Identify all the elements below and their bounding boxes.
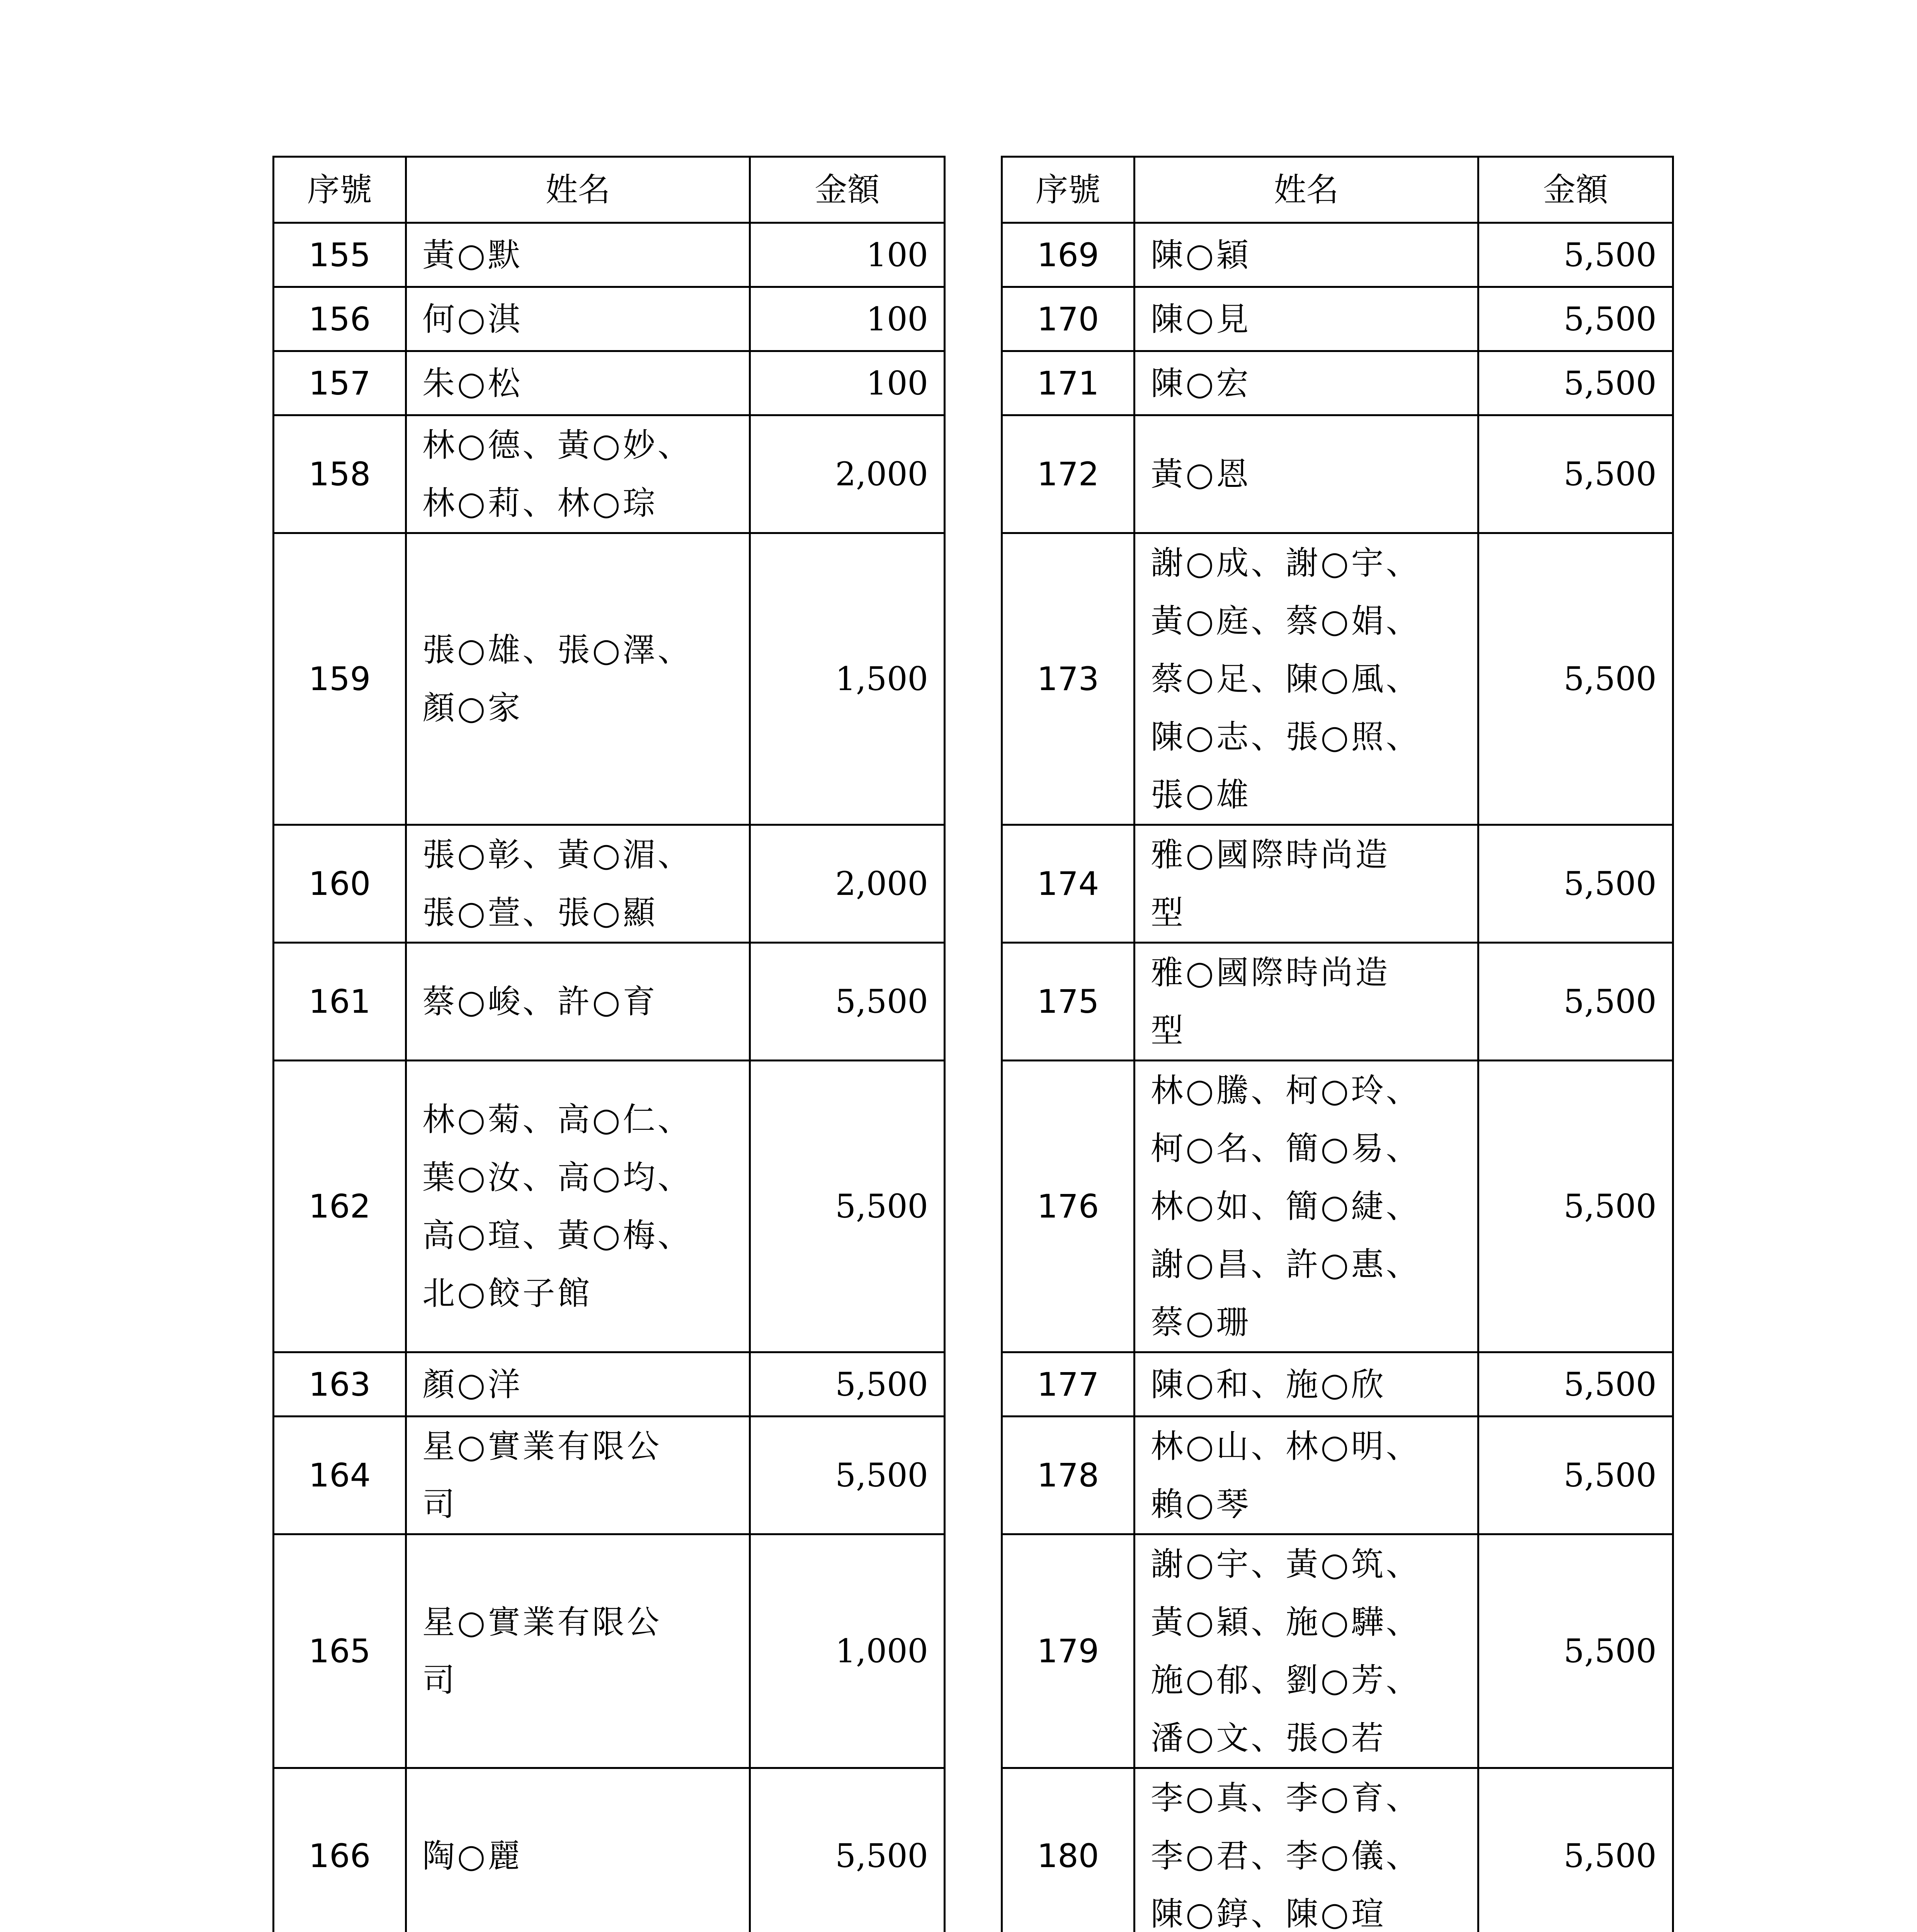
name-cell: 林○菊、高○仁、 葉○汝、高○均、 高○瑄、黃○梅、 北○餃子館 bbox=[406, 1061, 750, 1352]
seq-cell: 172 bbox=[1002, 415, 1135, 533]
table-row bbox=[274, 1061, 945, 1352]
table-row bbox=[1002, 1061, 1673, 1352]
amount-cell: 5,500 bbox=[1478, 1352, 1673, 1417]
header-row bbox=[274, 157, 945, 223]
name-cell: 謝○宇、黃○筑、 黃○穎、施○驊、 施○郁、劉○芳、 潘○文、張○若 bbox=[1135, 1534, 1478, 1768]
seq-cell: 159 bbox=[274, 533, 406, 825]
seq-cell: 158 bbox=[274, 415, 406, 533]
amount-cell: 100 bbox=[750, 223, 945, 287]
header-amount: 金額 bbox=[1478, 157, 1673, 223]
table-row bbox=[1002, 287, 1673, 351]
amount-cell: 2,000 bbox=[750, 415, 945, 533]
seq-cell: 166 bbox=[274, 1768, 406, 1932]
name-cell: 陳○見 bbox=[1135, 287, 1478, 351]
seq-cell: 156 bbox=[274, 287, 406, 351]
seq-cell: 169 bbox=[1002, 223, 1135, 287]
table-row bbox=[1002, 1417, 1673, 1534]
amount-cell: 5,500 bbox=[750, 1417, 945, 1534]
name-cell: 林○騰、柯○玲、 柯○名、簡○易、 林○如、簡○緁、 謝○昌、許○惠、 蔡○珊 bbox=[1135, 1061, 1478, 1352]
table-row bbox=[1002, 1534, 1673, 1768]
table-row bbox=[1002, 943, 1673, 1061]
name-cell: 林○德、黃○妙、 林○莉、林○琮 bbox=[406, 415, 750, 533]
amount-cell: 5,500 bbox=[750, 1768, 945, 1932]
table-row bbox=[274, 533, 945, 825]
donor-table-left bbox=[272, 156, 946, 1932]
amount-cell: 5,500 bbox=[1478, 351, 1673, 415]
table-row bbox=[274, 1534, 945, 1768]
table-row bbox=[274, 223, 945, 287]
name-cell: 謝○成、謝○宇、 黃○庭、蔡○娟、 蔡○足、陳○風、 陳○志、張○照、 張○雄 bbox=[1135, 533, 1478, 825]
name-cell: 星○實業有限公 司 bbox=[406, 1417, 750, 1534]
seq-cell: 175 bbox=[1002, 943, 1135, 1061]
amount-cell: 5,500 bbox=[750, 1352, 945, 1417]
amount-cell: 5,500 bbox=[1478, 1061, 1673, 1352]
amount-cell: 5,500 bbox=[750, 943, 945, 1061]
seq-cell: 163 bbox=[274, 1352, 406, 1417]
table-row bbox=[1002, 351, 1673, 415]
name-cell: 雅○國際時尚造 型 bbox=[1135, 825, 1478, 943]
header-seq: 序號 bbox=[1002, 157, 1135, 223]
name-cell: 星○實業有限公 司 bbox=[406, 1534, 750, 1768]
name-cell: 顏○洋 bbox=[406, 1352, 750, 1417]
seq-cell: 177 bbox=[1002, 1352, 1135, 1417]
amount-cell: 2,000 bbox=[750, 825, 945, 943]
seq-cell: 178 bbox=[1002, 1417, 1135, 1534]
seq-cell: 155 bbox=[274, 223, 406, 287]
amount-cell: 5,500 bbox=[1478, 415, 1673, 533]
table-row bbox=[274, 1768, 945, 1932]
table-row bbox=[274, 943, 945, 1061]
amount-cell: 100 bbox=[750, 351, 945, 415]
name-cell: 陶○麗 bbox=[406, 1768, 750, 1932]
name-cell: 陳○和、施○欣 bbox=[1135, 1352, 1478, 1417]
seq-cell: 164 bbox=[274, 1417, 406, 1534]
amount-cell: 5,500 bbox=[1478, 1417, 1673, 1534]
seq-cell: 165 bbox=[274, 1534, 406, 1768]
seq-cell: 170 bbox=[1002, 287, 1135, 351]
amount-cell: 1,500 bbox=[750, 533, 945, 825]
header-row bbox=[1002, 157, 1673, 223]
amount-cell: 5,500 bbox=[1478, 287, 1673, 351]
table-row bbox=[1002, 1352, 1673, 1417]
header-amount: 金額 bbox=[750, 157, 945, 223]
table-row bbox=[1002, 533, 1673, 825]
amount-cell: 5,500 bbox=[1478, 943, 1673, 1061]
seq-cell: 176 bbox=[1002, 1061, 1135, 1352]
header-name: 姓名 bbox=[1135, 157, 1478, 223]
header-name: 姓名 bbox=[406, 157, 750, 223]
seq-cell: 171 bbox=[1002, 351, 1135, 415]
name-cell: 黃○恩 bbox=[1135, 415, 1478, 533]
table-row bbox=[1002, 1768, 1673, 1932]
amount-cell: 5,500 bbox=[1478, 825, 1673, 943]
name-cell: 黃○默 bbox=[406, 223, 750, 287]
name-cell: 何○淇 bbox=[406, 287, 750, 351]
table-body-left bbox=[274, 223, 945, 1932]
seq-cell: 160 bbox=[274, 825, 406, 943]
amount-cell: 5,500 bbox=[750, 1061, 945, 1352]
table-row bbox=[274, 287, 945, 351]
table-row bbox=[1002, 223, 1673, 287]
table-row bbox=[1002, 415, 1673, 533]
donor-table-right bbox=[1001, 156, 1674, 1932]
name-cell: 蔡○峻、許○育 bbox=[406, 943, 750, 1061]
table-body-right bbox=[1002, 223, 1673, 1932]
seq-cell: 174 bbox=[1002, 825, 1135, 943]
seq-cell: 157 bbox=[274, 351, 406, 415]
name-cell: 朱○松 bbox=[406, 351, 750, 415]
amount-cell: 1,000 bbox=[750, 1534, 945, 1768]
table-row bbox=[274, 1352, 945, 1417]
amount-cell: 5,500 bbox=[1478, 1534, 1673, 1768]
amount-cell: 5,500 bbox=[1478, 223, 1673, 287]
seq-cell: 162 bbox=[274, 1061, 406, 1352]
table-row bbox=[274, 825, 945, 943]
table-row bbox=[274, 351, 945, 415]
seq-cell: 173 bbox=[1002, 533, 1135, 825]
name-cell: 李○真、李○育、 李○君、李○儀、 陳○錞、陳○瑄 bbox=[1135, 1768, 1478, 1932]
name-cell: 林○山、林○明、 賴○琴 bbox=[1135, 1417, 1478, 1534]
table-row bbox=[274, 415, 945, 533]
table-row bbox=[274, 1417, 945, 1534]
header-seq: 序號 bbox=[274, 157, 406, 223]
amount-cell: 5,500 bbox=[1478, 533, 1673, 825]
name-cell: 陳○宏 bbox=[1135, 351, 1478, 415]
seq-cell: 161 bbox=[274, 943, 406, 1061]
table-row bbox=[1002, 825, 1673, 943]
name-cell: 陳○穎 bbox=[1135, 223, 1478, 287]
seq-cell: 180 bbox=[1002, 1768, 1135, 1932]
name-cell: 張○雄、張○澤、 顏○家 bbox=[406, 533, 750, 825]
seq-cell: 179 bbox=[1002, 1534, 1135, 1768]
name-cell: 張○彰、黃○湄、 張○萱、張○顯 bbox=[406, 825, 750, 943]
amount-cell: 100 bbox=[750, 287, 945, 351]
name-cell: 雅○國際時尚造 型 bbox=[1135, 943, 1478, 1061]
amount-cell: 5,500 bbox=[1478, 1768, 1673, 1932]
